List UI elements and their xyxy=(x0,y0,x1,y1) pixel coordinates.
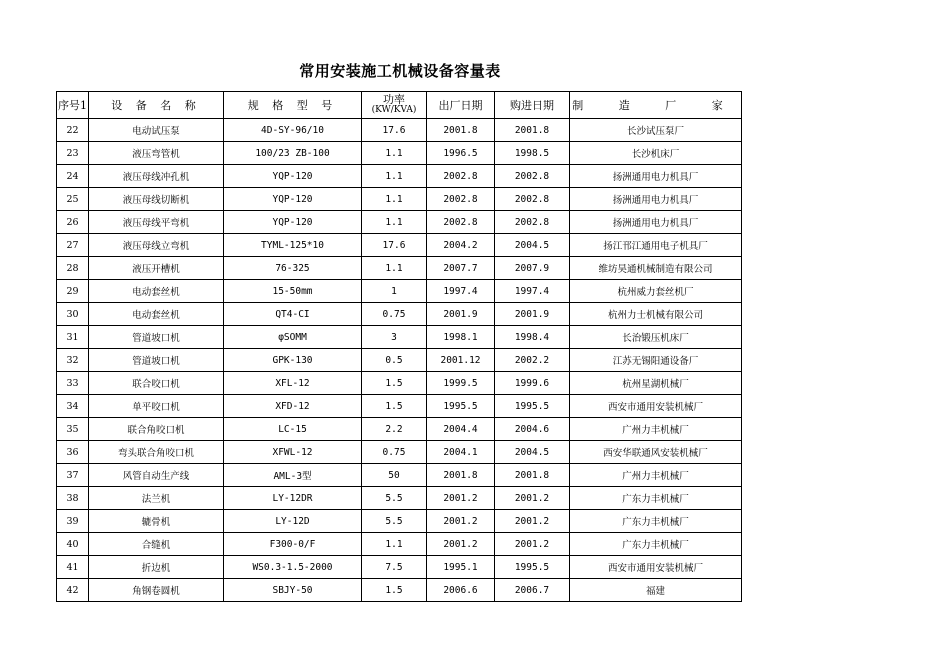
equipment-table xyxy=(56,91,742,602)
cell-manufacture-date: 2001.2 xyxy=(427,487,495,510)
cell-purchase-date: 2002.8 xyxy=(495,188,570,211)
cell-purchase-date: 2001.2 xyxy=(495,510,570,533)
cell-manufacture-date: 2002.8 xyxy=(427,188,495,211)
cell-manufacturer: 西安市通用安装机械厂 xyxy=(570,556,742,579)
cell-name: 弯头联合角咬口机 xyxy=(89,441,224,464)
table-row xyxy=(57,556,742,579)
cell-model: φSOMM xyxy=(224,326,362,349)
cell-name: 液压开槽机 xyxy=(89,257,224,280)
cell-index: 30 xyxy=(57,303,89,326)
header-index: 序号1 xyxy=(57,92,89,119)
cell-manufacture-date: 1995.5 xyxy=(427,395,495,418)
header-manufacturer: 制 造 厂 家 xyxy=(570,92,742,119)
cell-power: 7.5 xyxy=(362,556,427,579)
cell-manufacturer: 维坊昊通机械制造有限公司 xyxy=(570,257,742,280)
cell-manufacture-date: 2001.2 xyxy=(427,510,495,533)
table-row xyxy=(57,165,742,188)
cell-index: 38 xyxy=(57,487,89,510)
cell-manufacture-date: 1999.5 xyxy=(427,372,495,395)
cell-manufacture-date: 2007.7 xyxy=(427,257,495,280)
cell-name: 电动试压泵 xyxy=(89,119,224,142)
cell-manufacturer: 江苏无锡阳通设备厂 xyxy=(570,349,742,372)
table-row xyxy=(57,395,742,418)
cell-purchase-date: 2007.9 xyxy=(495,257,570,280)
cell-manufacturer: 杭州威力套丝机厂 xyxy=(570,280,742,303)
header-purchase-date: 购进日期 xyxy=(495,92,570,119)
cell-purchase-date: 2001.2 xyxy=(495,487,570,510)
cell-purchase-date: 2004.6 xyxy=(495,418,570,441)
cell-power: 1.1 xyxy=(362,188,427,211)
header-model: 规 格 型 号 xyxy=(224,92,362,119)
table-row xyxy=(57,441,742,464)
cell-manufacture-date: 2001.9 xyxy=(427,303,495,326)
cell-model: XFWL-12 xyxy=(224,441,362,464)
cell-model: LY-12DR xyxy=(224,487,362,510)
cell-manufacturer: 杭州力士机械有限公司 xyxy=(570,303,742,326)
cell-name: 液压母线平弯机 xyxy=(89,211,224,234)
cell-name: 管道坡口机 xyxy=(89,349,224,372)
table-row xyxy=(57,188,742,211)
cell-manufacturer: 广东力丰机械厂 xyxy=(570,487,742,510)
table-header-row xyxy=(57,92,742,119)
cell-purchase-date: 2002.8 xyxy=(495,211,570,234)
cell-purchase-date: 1999.6 xyxy=(495,372,570,395)
cell-manufacturer: 西安市通用安装机械厂 xyxy=(570,395,742,418)
cell-purchase-date: 2004.5 xyxy=(495,234,570,257)
cell-manufacture-date: 1995.1 xyxy=(427,556,495,579)
cell-power: 17.6 xyxy=(362,234,427,257)
cell-purchase-date: 2001.9 xyxy=(495,303,570,326)
cell-index: 23 xyxy=(57,142,89,165)
cell-power: 2.2 xyxy=(362,418,427,441)
cell-manufacture-date: 2004.1 xyxy=(427,441,495,464)
cell-index: 27 xyxy=(57,234,89,257)
cell-power: 0.75 xyxy=(362,441,427,464)
cell-index: 34 xyxy=(57,395,89,418)
cell-name: 单平咬口机 xyxy=(89,395,224,418)
cell-purchase-date: 2002.8 xyxy=(495,165,570,188)
cell-index: 41 xyxy=(57,556,89,579)
table-row xyxy=(57,234,742,257)
cell-manufacture-date: 1998.1 xyxy=(427,326,495,349)
header-name: 设 备 名 称 xyxy=(89,92,224,119)
cell-index: 22 xyxy=(57,119,89,142)
cell-name: 角钢卷圆机 xyxy=(89,579,224,602)
cell-manufacture-date: 2002.8 xyxy=(427,165,495,188)
cell-model: WS0.3-1.5-2000 xyxy=(224,556,362,579)
cell-model: 76-325 xyxy=(224,257,362,280)
cell-index: 31 xyxy=(57,326,89,349)
cell-name: 管道坡口机 xyxy=(89,326,224,349)
cell-power: 1.5 xyxy=(362,579,427,602)
cell-manufacturer: 扬洲通用电力机具厂 xyxy=(570,211,742,234)
cell-purchase-date: 2001.2 xyxy=(495,533,570,556)
cell-index: 29 xyxy=(57,280,89,303)
cell-name: 风管自动生产线 xyxy=(89,464,224,487)
cell-model: AML-3型 xyxy=(224,464,362,487)
table-row xyxy=(57,510,742,533)
cell-manufacturer: 扬洲通用电力机具厂 xyxy=(570,165,742,188)
cell-index: 33 xyxy=(57,372,89,395)
cell-purchase-date: 1998.5 xyxy=(495,142,570,165)
cell-model: GPK-130 xyxy=(224,349,362,372)
cell-index: 39 xyxy=(57,510,89,533)
cell-power: 5.5 xyxy=(362,510,427,533)
cell-name: 液压母线冲孔机 xyxy=(89,165,224,188)
cell-model: XFD-12 xyxy=(224,395,362,418)
cell-model: F300-0/F xyxy=(224,533,362,556)
cell-manufacture-date: 2004.4 xyxy=(427,418,495,441)
cell-model: QT4-CI xyxy=(224,303,362,326)
cell-index: 36 xyxy=(57,441,89,464)
cell-manufacturer: 长沙试压泵厂 xyxy=(570,119,742,142)
cell-name: 电动套丝机 xyxy=(89,280,224,303)
table-row xyxy=(57,119,742,142)
cell-manufacturer: 长治锻压机床厂 xyxy=(570,326,742,349)
table-row xyxy=(57,326,742,349)
cell-manufacturer: 广东力丰机械厂 xyxy=(570,533,742,556)
cell-power: 3 xyxy=(362,326,427,349)
cell-index: 40 xyxy=(57,533,89,556)
cell-power: 1 xyxy=(362,280,427,303)
cell-manufacturer: 广州力丰机械厂 xyxy=(570,418,742,441)
cell-purchase-date: 2001.8 xyxy=(495,464,570,487)
cell-model: 15-50mm xyxy=(224,280,362,303)
cell-purchase-date: 2001.8 xyxy=(495,119,570,142)
table-row xyxy=(57,142,742,165)
cell-name: 液压弯管机 xyxy=(89,142,224,165)
table-row xyxy=(57,487,742,510)
cell-manufacture-date: 2001.8 xyxy=(427,464,495,487)
cell-model: SBJY-50 xyxy=(224,579,362,602)
cell-index: 37 xyxy=(57,464,89,487)
cell-manufacture-date: 2004.2 xyxy=(427,234,495,257)
cell-power: 17.6 xyxy=(362,119,427,142)
cell-manufacturer: 福建 xyxy=(570,579,742,602)
cell-manufacture-date: 1997.4 xyxy=(427,280,495,303)
cell-name: 折边机 xyxy=(89,556,224,579)
cell-purchase-date: 1998.4 xyxy=(495,326,570,349)
cell-power: 5.5 xyxy=(362,487,427,510)
cell-model: 4D-SY-96/10 xyxy=(224,119,362,142)
header-power-unit: (KW/KVA) xyxy=(371,105,417,115)
cell-power: 1.1 xyxy=(362,142,427,165)
cell-model: YQP-120 xyxy=(224,211,362,234)
table-row xyxy=(57,579,742,602)
cell-name: 液压母线立弯机 xyxy=(89,234,224,257)
cell-manufacturer: 扬洲通用电力机具厂 xyxy=(570,188,742,211)
table-row xyxy=(57,533,742,556)
cell-manufacture-date: 2001.12 xyxy=(427,349,495,372)
cell-index: 25 xyxy=(57,188,89,211)
table-row xyxy=(57,303,742,326)
cell-index: 32 xyxy=(57,349,89,372)
cell-manufacture-date: 2002.8 xyxy=(427,211,495,234)
cell-purchase-date: 1995.5 xyxy=(495,395,570,418)
table-row xyxy=(57,464,742,487)
cell-manufacture-date: 2001.2 xyxy=(427,533,495,556)
cell-name: 联合咬口机 xyxy=(89,372,224,395)
cell-name: 合缝机 xyxy=(89,533,224,556)
cell-power: 0.75 xyxy=(362,303,427,326)
table-row xyxy=(57,372,742,395)
cell-name: 液压母线切断机 xyxy=(89,188,224,211)
header-manufacture-date: 出厂日期 xyxy=(427,92,495,119)
cell-purchase-date: 2002.2 xyxy=(495,349,570,372)
cell-purchase-date: 2006.7 xyxy=(495,579,570,602)
cell-purchase-date: 1995.5 xyxy=(495,556,570,579)
cell-model: 100/23 ZB-100 xyxy=(224,142,362,165)
cell-power: 1.1 xyxy=(362,211,427,234)
cell-manufacturer: 广州力丰机械厂 xyxy=(570,464,742,487)
cell-manufacturer: 杭州星湖机械厂 xyxy=(570,372,742,395)
cell-purchase-date: 2004.5 xyxy=(495,441,570,464)
cell-model: LC-15 xyxy=(224,418,362,441)
cell-name: 电动套丝机 xyxy=(89,303,224,326)
cell-model: YQP-120 xyxy=(224,165,362,188)
cell-model: YQP-120 xyxy=(224,188,362,211)
cell-manufacture-date: 2006.6 xyxy=(427,579,495,602)
cell-name: 法兰机 xyxy=(89,487,224,510)
cell-index: 35 xyxy=(57,418,89,441)
table-body xyxy=(57,119,742,602)
page-title: 常用安装施工机械设备容量表 xyxy=(299,62,501,80)
cell-manufacturer: 西安华联通风安装机械厂 xyxy=(570,441,742,464)
table-row xyxy=(57,280,742,303)
cell-name: 联合角咬口机 xyxy=(89,418,224,441)
cell-power: 0.5 xyxy=(362,349,427,372)
cell-index: 26 xyxy=(57,211,89,234)
cell-power: 1.5 xyxy=(362,395,427,418)
cell-power: 1.1 xyxy=(362,533,427,556)
cell-index: 42 xyxy=(57,579,89,602)
table-row xyxy=(57,211,742,234)
cell-power: 1.1 xyxy=(362,257,427,280)
cell-model: LY-12D xyxy=(224,510,362,533)
cell-model: XFL-12 xyxy=(224,372,362,395)
cell-power: 50 xyxy=(362,464,427,487)
cell-manufacturer: 扬江邗江通用电子机具厂 xyxy=(570,234,742,257)
table-row xyxy=(57,418,742,441)
cell-index: 24 xyxy=(57,165,89,188)
cell-purchase-date: 1997.4 xyxy=(495,280,570,303)
cell-model: TYML-125*10 xyxy=(224,234,362,257)
table-row xyxy=(57,349,742,372)
cell-index: 28 xyxy=(57,257,89,280)
cell-power: 1.5 xyxy=(362,372,427,395)
header-power-label: 功率 xyxy=(383,93,405,106)
cell-manufacturer: 广东力丰机械厂 xyxy=(570,510,742,533)
cell-manufacturer: 长沙机床厂 xyxy=(570,142,742,165)
cell-power: 1.1 xyxy=(362,165,427,188)
table-row xyxy=(57,257,742,280)
cell-manufacture-date: 1996.5 xyxy=(427,142,495,165)
cell-name: 辘骨机 xyxy=(89,510,224,533)
header-power xyxy=(362,92,427,119)
cell-manufacture-date: 2001.8 xyxy=(427,119,495,142)
